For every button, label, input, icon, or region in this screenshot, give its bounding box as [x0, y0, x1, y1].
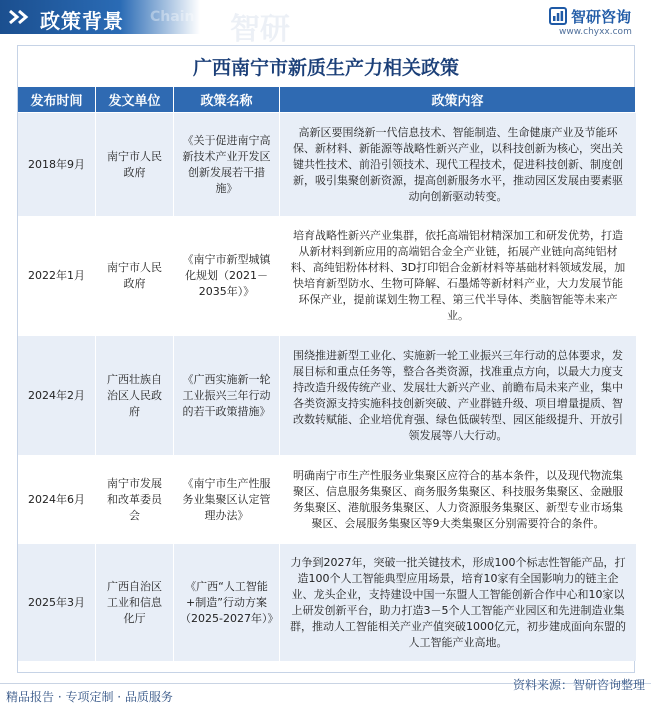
source-note: 资料来源：智研咨询整理	[512, 678, 645, 692]
cell-date: 2018年9月	[18, 112, 96, 216]
policy-table-panel	[17, 45, 635, 673]
cell-issuer: 南宁市人民政府	[96, 112, 174, 216]
brand-url: www.chyxx.com	[559, 27, 632, 37]
cell-date: 2024年2月	[18, 335, 96, 455]
section-subtitle: Chain	[150, 9, 195, 25]
cell-policy-name: 《广西实施新一轮工业振兴三年行动的若干政策措施》	[174, 335, 280, 455]
cell-policy-name: 《广西“人工智能+制造”行动方案（2025-2027年）》	[174, 543, 280, 661]
brand-logo-icon	[549, 7, 567, 25]
cell-issuer: 南宁市人民政府	[96, 216, 174, 335]
column-header: 发布时间	[18, 87, 96, 112]
cell-content: 力争到2027年，突破一批关键技术，形成100个标志性智能产品，打造100个人工智能典型应用场景，培育10家有全国影响力的链主企业、龙头企业，支持建设中国一东盟人工智能创新合作中心和10家以上研发创新平台，助力打造3－5个人工智能产业园区和先进制造业集群，推动人工智能相关产业产值突破1000亿元，初步建成面向东盟的人工智能产业高地。	[280, 543, 636, 661]
cell-date: 2025年3月	[18, 543, 96, 661]
cell-policy-name: 《关于促进南宁高新技术产业开发区创新发展若干措施》	[174, 112, 280, 216]
watermark-icon: 智研	[230, 12, 290, 47]
cell-policy-name: 《南宁市新型城镇化规划（2021－2035年）》	[174, 216, 280, 335]
column-header: 政策内容	[280, 87, 636, 112]
double-chevron-icon	[8, 9, 32, 25]
cell-issuer: 南宁市发展和改革委员会	[96, 455, 174, 543]
cell-content: 高新区要围绕新一代信息技术、智能制造、生命健康产业及节能环保、新材料、新能源等战略性新兴产业，以科技创新为核心，突出关键共性技术、前沿引领技术、现代工程技术，促进科技创新、制度创新，吸引集聚创新资源，提高创新服务水平，推动园区发展由要素驱动向创新驱动转变。	[280, 112, 636, 216]
cell-date: 2024年6月	[18, 455, 96, 543]
brand-name: 智研咨询	[571, 8, 632, 26]
column-header: 政策名称	[174, 87, 280, 112]
cell-policy-name: 《南宁市生产性服务业集聚区认定管理办法》	[174, 455, 280, 543]
cell-content: 培育战略性新兴产业集群，依托高端铝材精深加工和研发优势，打造从新材料到新应用的高端铝合金全产业链，拓展产业链向高纯铝材料、高纯铝粉体材料、3D打印铝合金新材料等基础材料领域发展，加快培育新型防水、生物可降解、石墨烯等新材料产业，大力发展节能环保产业，提前谋划生物工程、第三代半导体、类脑智能等未来产业。	[280, 216, 636, 335]
table-title: 广西南宁市新质生产力相关政策	[192, 57, 459, 79]
cell-content: 明确南宁市生产性服务业集聚区应符合的基本条件，以及现代物流集聚区、信息服务集聚区、商务服务集聚区、科技服务集聚区、金融服务集聚区、港航服务集聚区、人力资源服务集聚区、新型专业市场集聚区、会展服务集聚区等9大类集聚区分别需要符合的条件。	[280, 455, 636, 543]
cell-content: 围绕推进新型工业化、实施新一轮工业振兴三年行动的总体要求，发展目标和重点任务等，整合各类资源，找准重点方向，以最大力度支持改造升级传统产业、发展壮大新兴产业、前瞻布局未来产业，集中各类资源支持实施科技创新突破、产业群链升级、项目增量提质、智改数转赋能、企业培优育强、绿色低碳转型、园区能级提升、开放引领发展等八大行动。	[280, 335, 636, 455]
section-header	[0, 0, 200, 34]
brand-logo	[549, 4, 639, 40]
section-title: 政策背景	[40, 9, 124, 33]
column-header: 发文单位	[96, 87, 174, 112]
top-banner	[0, 0, 651, 40]
policy-table	[18, 87, 634, 661]
cell-issuer: 广西壮族自治区人民政府	[96, 335, 174, 455]
cell-issuer: 广西自治区工业和信息化厅	[96, 543, 174, 661]
cell-date: 2022年1月	[18, 216, 96, 335]
footer-tagline: 精品报告 · 专项定制 · 品质服务	[6, 690, 173, 704]
